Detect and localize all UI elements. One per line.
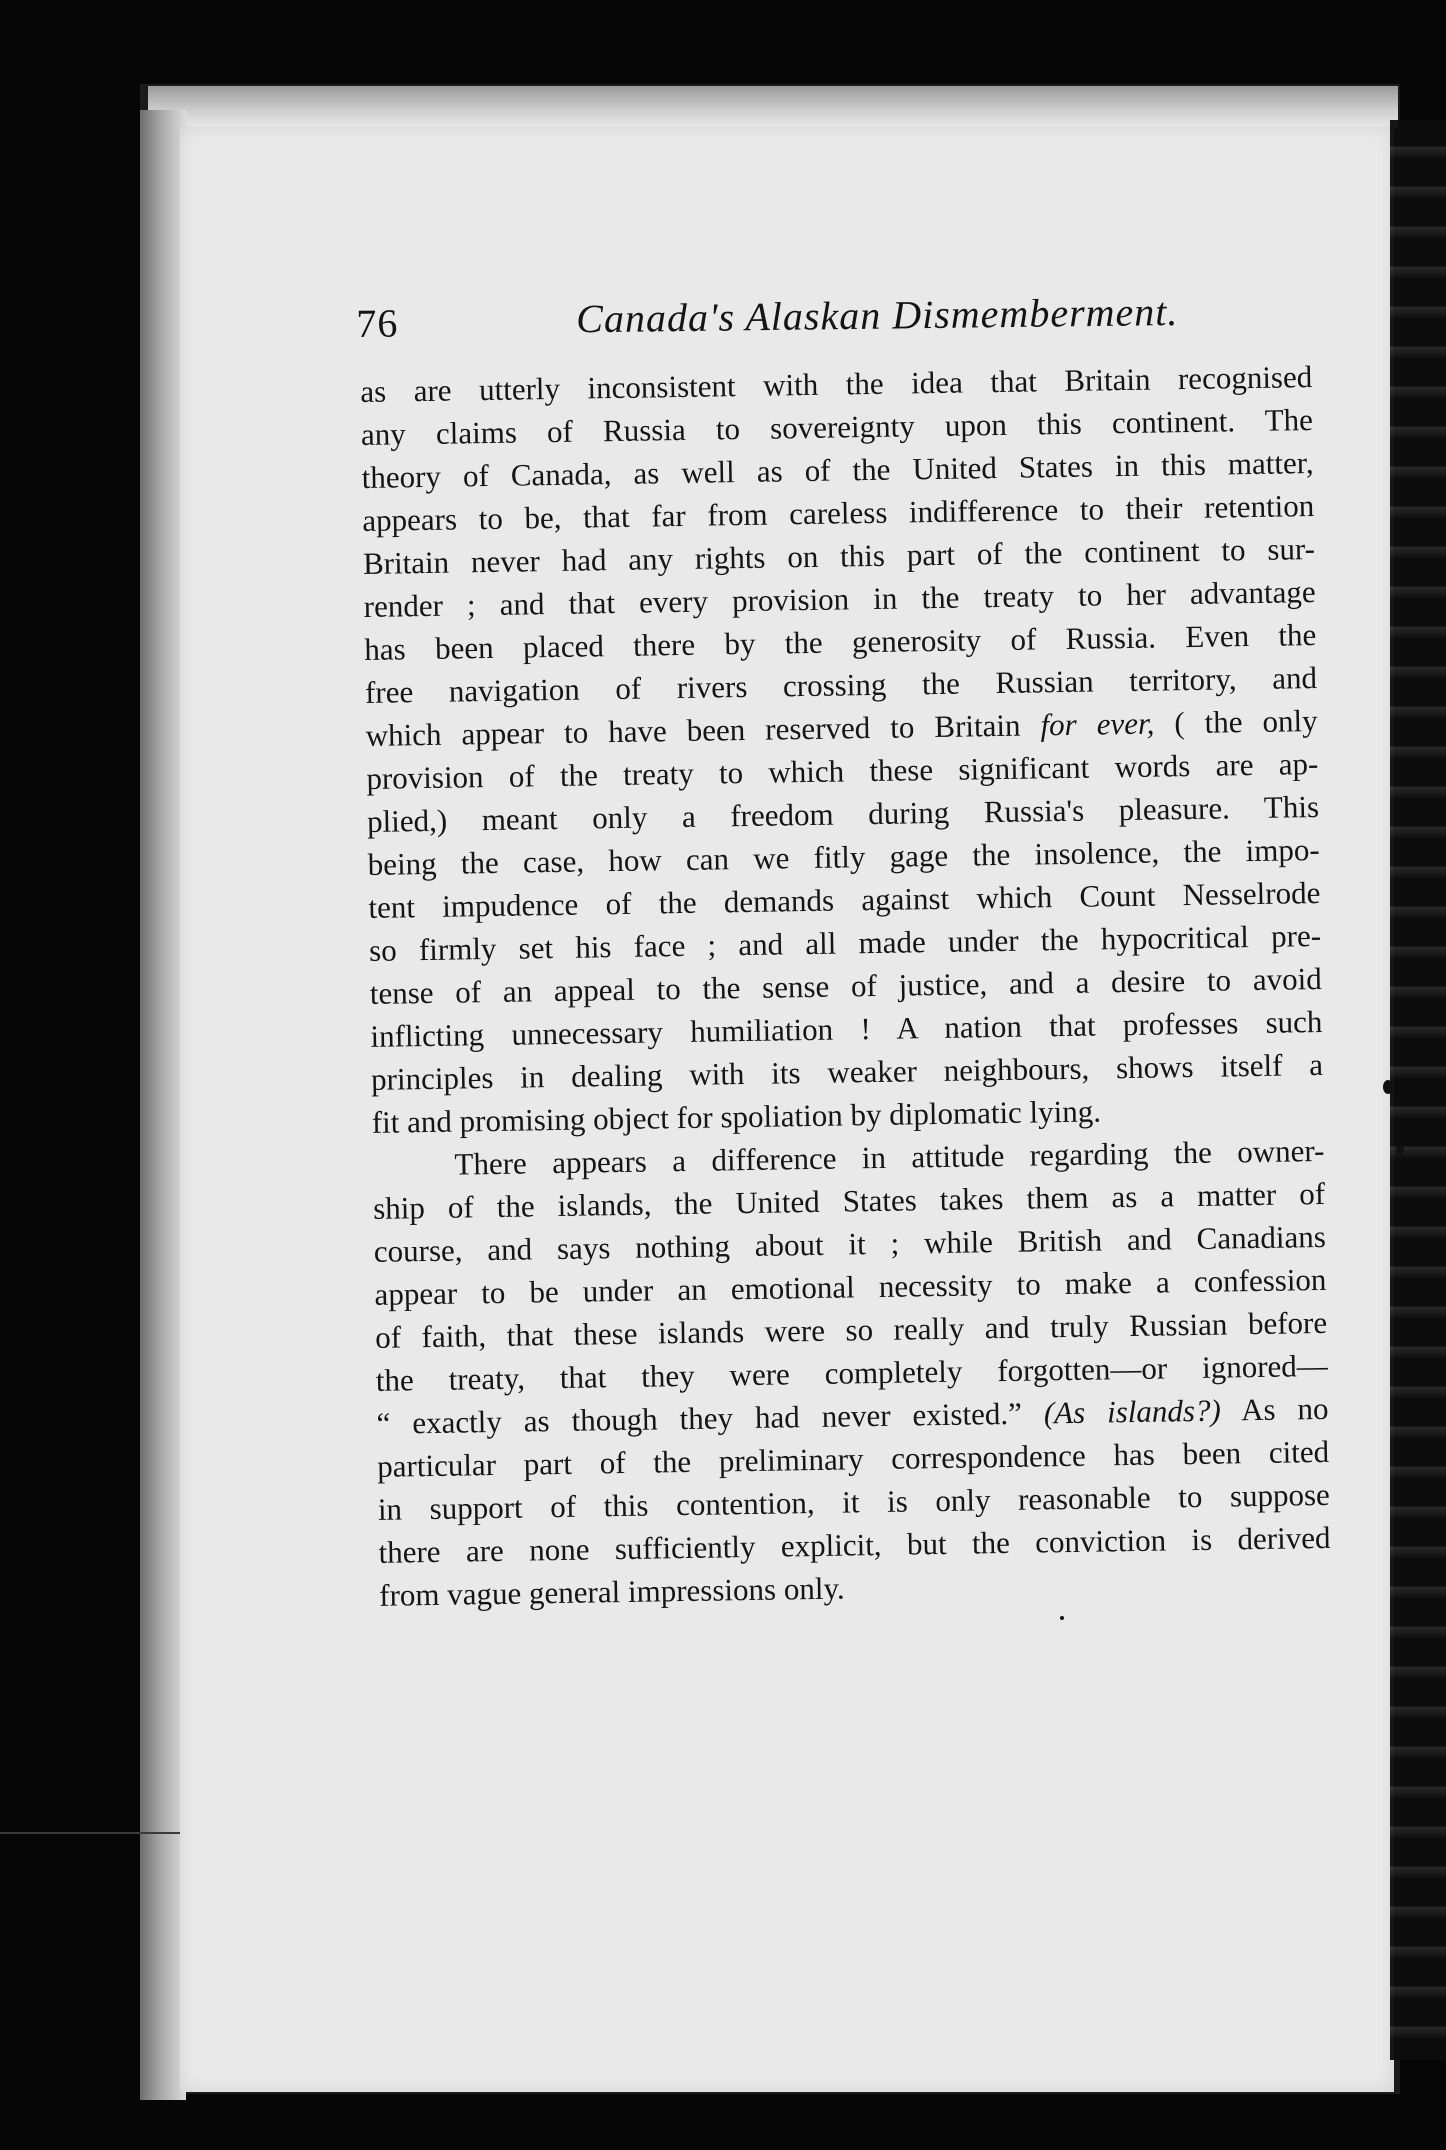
text-line: tent impudence of the demands against which Count Nesselrode — [368, 874, 1321, 925]
text-line: the treaty, that they were completely forgotten—or ignored— — [375, 1347, 1329, 1398]
text-line: theory of Canada, as well as of the United States in this matter, — [361, 445, 1314, 495]
text-segment: ( the only — [1174, 703, 1318, 741]
text-line: from vague general impressions only. — [378, 1570, 845, 1613]
text-line: has been placed there by the generosity of Russia. Even the — [364, 617, 1317, 667]
text-line: tense of an appeal to the sense of justice, and a desire to avoid — [369, 960, 1322, 1011]
text-segment: which appear to have been reserved to Britain — [365, 707, 1021, 753]
dust-speck — [1396, 1145, 1404, 1155]
text-line: inflicting unnecessary humiliation ! A nation that professes such — [370, 1003, 1323, 1054]
text-line: provision of the treaty to which these significant words are ap- — [366, 745, 1319, 796]
page-number: 76 — [356, 300, 399, 346]
text-line: Britain never had any rights on this part of the continent to sur- — [362, 531, 1316, 581]
text-line: being the case, how can we fitly gage the insolence, the impo- — [367, 831, 1320, 882]
torn-page-edge — [1390, 120, 1446, 2060]
page-top-edge — [148, 86, 1398, 128]
text-line: appears to be, that far from careless indifference to their retention — [362, 488, 1315, 538]
text-segment: As no — [1240, 1390, 1329, 1428]
text-line: any claims of Russia to sovereignty upon this continent. The — [360, 402, 1314, 452]
text-line: particular part of the preliminary correspondence has been cited — [376, 1433, 1330, 1484]
text-line: principles in dealing with its weaker neighbours, shows itself a — [370, 1046, 1324, 1097]
text-line: in support of this contention, it is only reasonable to suppose — [377, 1476, 1331, 1527]
text-line: there are none sufficiently explicit, but the conviction is derived — [378, 1519, 1331, 1570]
text-line: There appears a difference in attitude regarding the owner- — [454, 1132, 1325, 1182]
text-line: course, and says nothing about it ; while British and Canadians — [373, 1218, 1327, 1269]
text-line: as are utterly inconsistent with the idea that Britain recognised — [360, 359, 1313, 409]
paragraph-1 — [360, 355, 1324, 1144]
italic-phrase: (As islands?) — [1043, 1392, 1222, 1431]
italic-phrase: for ever, — [1040, 705, 1155, 743]
paragraph-2 — [372, 1129, 1331, 1617]
text-line: appear to be under an emotional necessity to make a confession — [374, 1261, 1327, 1312]
dust-speck — [1060, 1616, 1064, 1620]
text-segment: “ exactly as though they had never existed.” — [376, 1395, 1023, 1441]
dust-speck — [1383, 1080, 1393, 1094]
text-line: ship of the islands, the United States takes them as a matter of — [372, 1175, 1326, 1226]
text-line: plied,) meant only a freedom during Russia's pleasure. This — [366, 788, 1320, 839]
text-line: render ; and that every provision in the treaty to her advantage — [363, 574, 1316, 624]
running-title: Canada's Alaskan Dismemberment. — [575, 288, 1179, 342]
scan-rule — [0, 1832, 180, 1834]
page-body — [360, 355, 1331, 1617]
text-line: of faith, that these islands were so really and truly Russian before — [374, 1304, 1328, 1355]
text-line: free navigation of rivers crossing the Russian territory, and — [364, 660, 1318, 710]
text-line: fit and promising object for spoliation by diplomatic lying. — [371, 1093, 1102, 1140]
text-line: so firmly set his face ; and all made under the hypocritical pre- — [368, 917, 1322, 968]
page-header — [356, 286, 1317, 358]
